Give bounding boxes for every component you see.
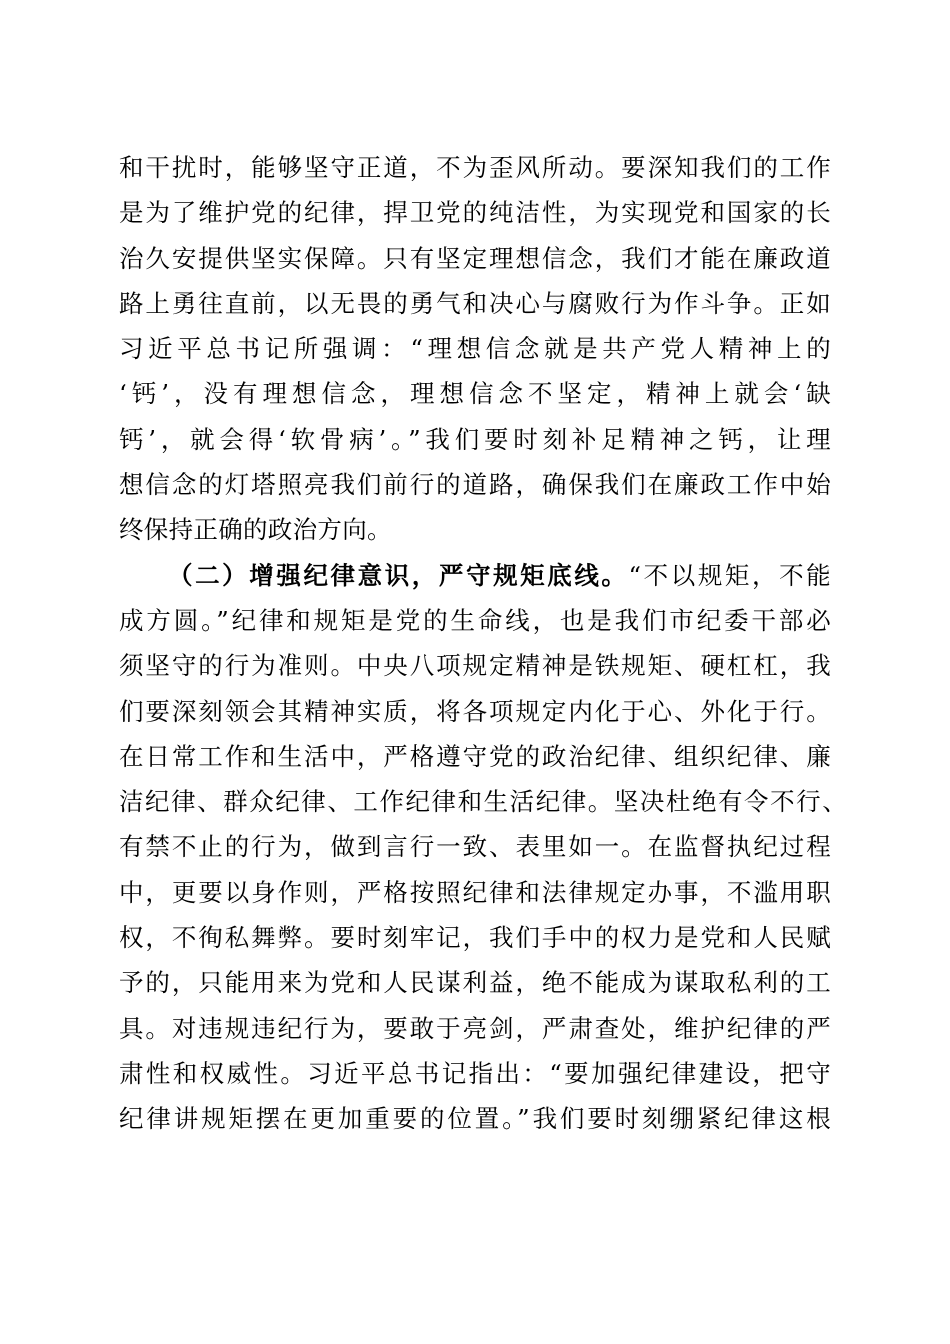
text-line: 权，不徇私舞弊。要时刻牢记，我们手中的权力是党和人民赋 [119,923,831,953]
text-line: 予的，只能用来为党和人民谋利益，绝不能成为谋取私利的工 [119,968,831,998]
text-line: 具。对违规违纪行为，要敢于亮剑，严肃查处，维护纪律的严 [119,1013,831,1043]
text-run: “不以规矩，不能 [628,560,831,590]
text-line: 终保持正确的政治方向。 [119,515,392,545]
text-line: 钙’，就会得‘软骨病’。”我们要时刻补足精神之钙，让理 [119,424,831,454]
paragraph-2 [119,553,847,1142]
text-line: 有禁不止的行为，做到言行一致、表里如一。在监督执纪过程 [119,832,831,862]
text-line: 在日常工作和生活中，严格遵守党的政治纪律、组织纪律、廉 [119,741,831,771]
section-heading-line [119,553,831,598]
text-line: 纪律讲规矩摆在更加重要的位置。”我们要时刻绷紧纪律这根 [119,1104,831,1134]
text-line: 洁纪律、群众纪律、工作纪律和生活纪律。坚决杜绝有令不行、 [119,787,847,817]
text-line: 肃性和权威性。习近平总书记指出：“要加强纪律建设，把守 [119,1058,831,1088]
text-line: 们要深刻领会其精神实质，将各项规定内化于心、外化于行。 [119,696,831,726]
text-line: 习近平总书记所强调：“理想信念就是共产党人精神上的 [119,334,831,364]
text-line: 想信念的灯塔照亮我们前行的道路，确保我们在廉政工作中始 [119,470,831,500]
paragraph-1 [119,145,831,553]
text-line: 路上勇往直前，以无畏的勇气和决心与腐败行为作斗争。正如 [119,288,831,318]
section-heading: （二）增强纪律意识，严守规矩底线。 [168,560,629,590]
text-line: 成方圆。”纪律和规矩是党的生命线，也是我们市纪委干部必 [119,605,831,635]
text-line: 和干扰时，能够坚守正道，不为歪风所动。要深知我们的工作 [119,153,831,182]
text-line: 须坚守的行为准则。中央八项规定精神是铁规矩、硬杠杠，我 [119,651,831,681]
document-body [119,145,847,1142]
text-line: 是为了维护党的纪律，捍卫党的纯洁性，为实现党和国家的长 [119,198,831,228]
text-line: 治久安提供坚实保障。只有坚定理想信念，我们才能在廉政道 [119,243,831,273]
text-line: 中，更要以身作则，严格按照纪律和法律规定办事，不滥用职 [119,877,831,907]
text-line: ‘钙’，没有理想信念，理想信念不坚定，精神上就会‘缺 [119,379,831,409]
